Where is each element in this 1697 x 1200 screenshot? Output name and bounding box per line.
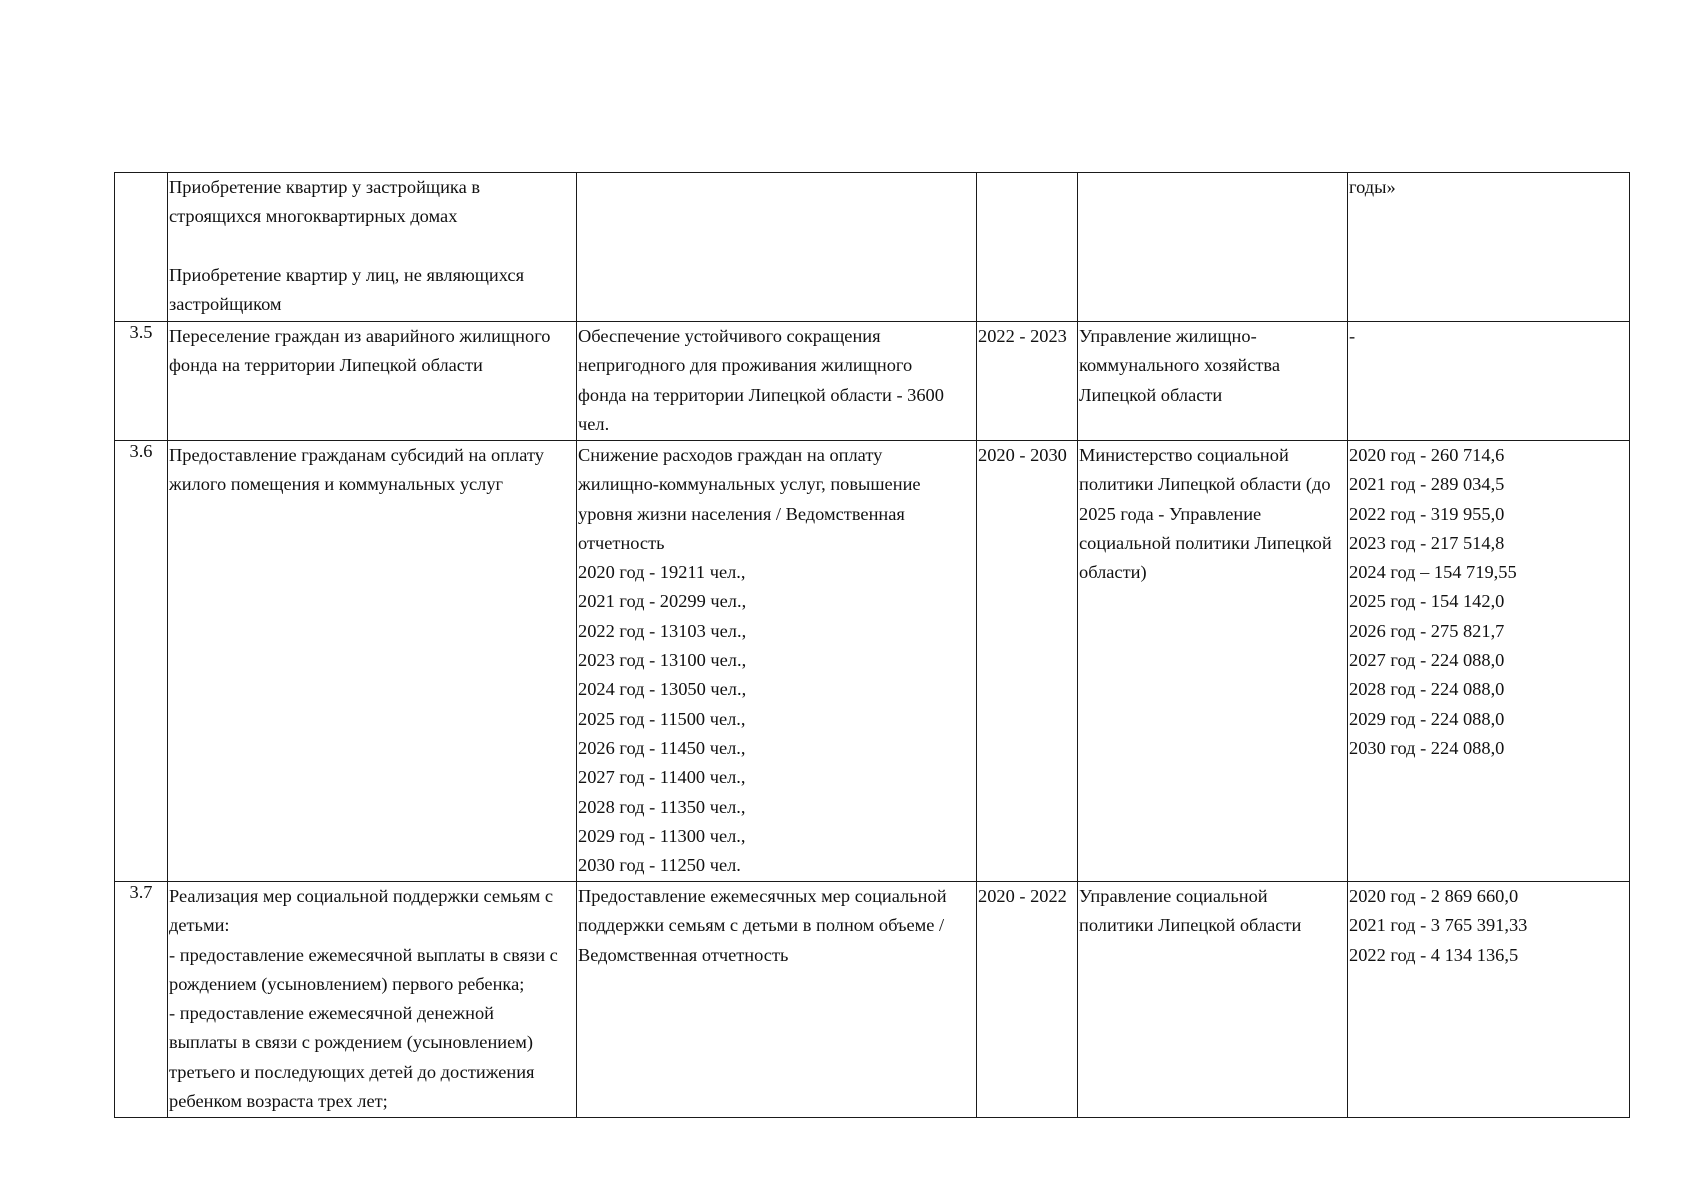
finance-line: 2020 год - 2 869 660,0 [1349,886,1519,906]
finance-line: 2021 год - 289 034,5 [1349,474,1505,495]
result-line: отчетность [578,532,665,553]
measure-name-line: - предоставление ежемесячной выплаты в связи с [169,944,558,965]
measure-name-line: застройщиком [169,294,282,315]
row-number: 3.7 [115,882,168,1118]
period-text: 2020 - 2022 [978,886,1067,906]
result-line: непригодного для проживания жилищного [578,355,913,376]
result-line: 2024 год - 13050 чел., [578,679,747,700]
result-line: 2030 год - 11250 чел. [578,855,741,876]
measure-name-cell [168,441,577,882]
measure-name-line: выплаты в связи с рождением (усыновлением) [169,1032,534,1053]
result-line: Обеспечение устойчивого сокращения [578,326,881,346]
measure-name-line: Приобретение квартир у застройщика в [169,177,481,197]
measure-name-cell [168,322,577,441]
finance-line: 2024 год – 154 719,55 [1349,562,1517,583]
finance-cell [1348,882,1630,1118]
period-cell [977,882,1078,1118]
period-cell [977,441,1078,882]
result-line: Снижение расходов граждан на оплату [578,445,883,465]
result-line: фонда на территории Липецкой области - 3600 [578,384,944,405]
finance-cell [1348,322,1630,441]
measure-name-cell [168,173,577,322]
executor-cell [1078,441,1348,882]
executor-line: Министерство социальной [1079,445,1289,465]
measure-name-line: жилого помещения и коммунальных услуг [169,474,504,495]
row-number [115,173,168,322]
result-line: 2023 год - 13100 чел., [578,650,747,671]
result-line: Предоставление ежемесячных мер социальной [578,886,947,906]
paragraph-gap [169,232,576,261]
period-text: 2020 - 2030 [978,445,1067,465]
table-row [115,322,1630,441]
finance-cell [1348,441,1630,882]
measure-name-line: детьми: [169,915,230,936]
result-line: 2029 год - 11300 чел., [578,825,746,846]
measure-name-cell [168,882,577,1118]
finance-cell [1348,173,1630,322]
result-line: поддержки семьям с детьми в полном объеме / [578,915,945,936]
executor-line: Липецкой области [1079,384,1223,405]
finance-line: 2025 год - 154 142,0 [1349,591,1505,612]
table-row [115,441,1630,882]
finance-line: 2027 год - 224 088,0 [1349,650,1505,671]
executor-cell [1078,882,1348,1118]
result-cell [577,882,977,1118]
result-cell [577,173,977,322]
finance-line: 2028 год - 224 088,0 [1349,679,1505,700]
measure-name-line: ребенком возраста трех лет; [169,1091,388,1112]
measure-name-line: Переселение граждан из аварийного жилищного [169,326,551,346]
result-line: 2027 год - 11400 чел., [578,767,746,788]
row-number: 3.5 [115,322,168,441]
row-number: 3.6 [115,441,168,882]
measure-name-line: фонда на территории Липецкой области [169,355,483,376]
finance-line: годы» [1349,177,1396,197]
finance-line: 2020 год - 260 714,6 [1349,445,1505,465]
executor-line: социальной политики Липецкой [1079,532,1332,553]
executor-cell [1078,322,1348,441]
executor-cell [1078,173,1348,322]
table-row [115,173,1630,322]
executor-line: Управление социальной [1079,886,1268,906]
finance-line: 2026 год - 275 821,7 [1349,620,1505,641]
executor-line: коммунального хозяйства [1079,355,1281,376]
executor-line: области) [1079,562,1147,583]
finance-line: 2022 год - 319 955,0 [1349,503,1505,524]
table-row [115,882,1630,1118]
result-line: чел. [578,413,610,434]
result-line: Ведомственная отчетность [578,944,789,965]
measure-name-line: Приобретение квартир у лиц, не являющихся [169,264,525,285]
finance-line: 2021 год - 3 765 391,33 [1349,915,1528,936]
result-line: 2025 год - 11500 чел., [578,708,746,729]
result-line: 2020 год - 19211 чел., [578,562,746,583]
result-line: жилищно-коммунальных услуг, повышение [578,474,921,495]
finance-line: 2030 год - 224 088,0 [1349,737,1505,758]
result-line: 2026 год - 11450 чел., [578,737,746,758]
measure-name-line: - предоставление ежемесячной денежной [169,1003,495,1024]
period-cell [977,322,1078,441]
result-line: 2022 год - 13103 чел., [578,620,747,641]
result-line: уровня жизни населения / Ведомственная [578,503,905,524]
result-cell [577,322,977,441]
measure-name-line: Предоставление гражданам субсидий на оплату [169,445,544,465]
result-cell [577,441,977,882]
result-line: 2028 год - 11350 чел., [578,796,746,817]
period-cell [977,173,1078,322]
result-line: 2021 год - 20299 чел., [578,591,747,612]
finance-line: 2022 год - 4 134 136,5 [1349,944,1519,965]
executor-line: Управление жилищно- [1079,326,1257,346]
finance-line: 2029 год - 224 088,0 [1349,708,1505,729]
executor-line: политики Липецкой области [1079,915,1302,936]
program-table [114,172,1630,1118]
finance-line: - [1349,326,1356,346]
executor-line: 2025 года - Управление [1079,503,1262,524]
period-text: 2022 - 2023 [978,326,1067,346]
measure-name-line: строящихся многоквартирных домах [169,206,458,227]
finance-line: 2023 год - 217 514,8 [1349,532,1505,553]
measure-name-line: третьего и последующих детей до достижения [169,1061,535,1082]
executor-line: политики Липецкой области (до [1079,474,1331,495]
measure-name-line: Реализация мер социальной поддержки семьям с [169,886,553,906]
measure-name-line: рождением (усыновлением) первого ребенка; [169,973,525,994]
